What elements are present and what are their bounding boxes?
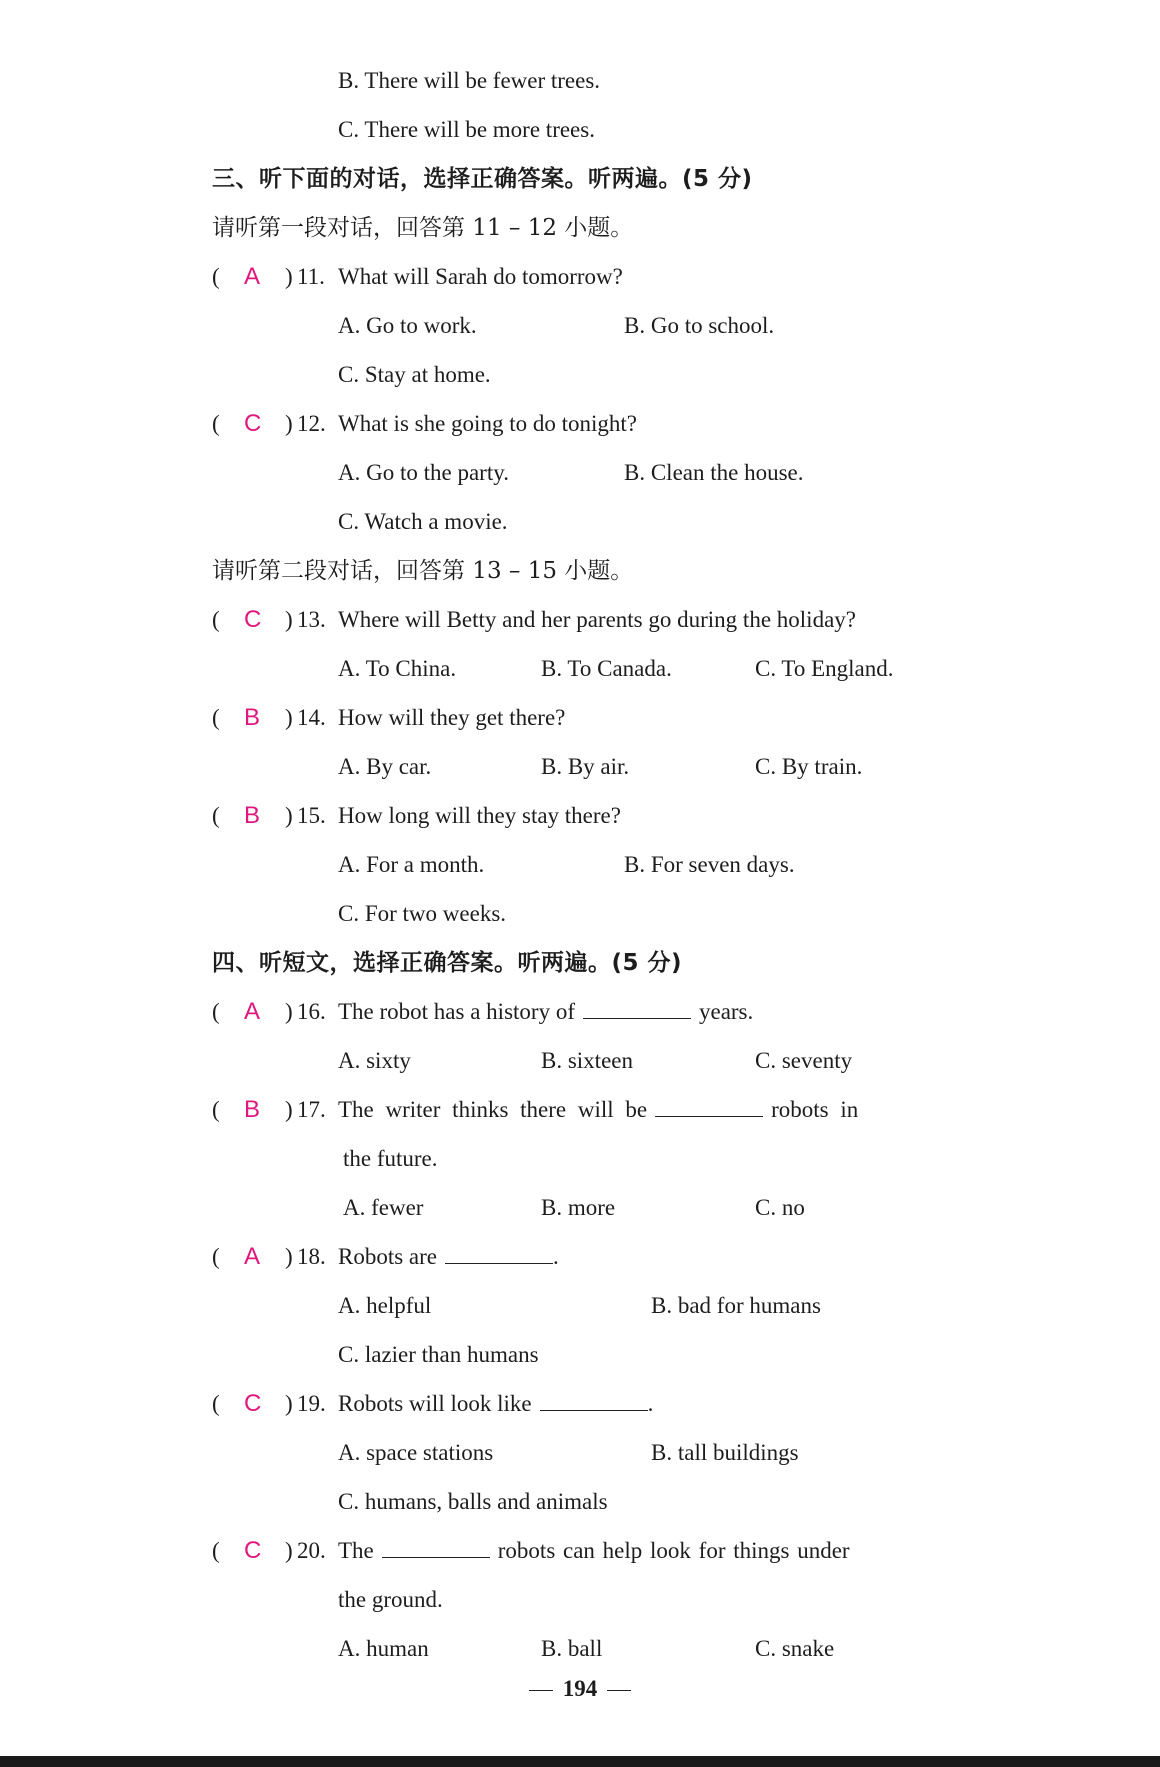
paren-close: ): [285, 1538, 293, 1563]
paren-open: (: [212, 803, 220, 828]
dash-right: [607, 1690, 631, 1691]
paren-close: ): [285, 1244, 293, 1269]
text-before-blank: The robot has a history of: [338, 999, 575, 1024]
option-b: B. more: [541, 1195, 616, 1220]
option-b: B. Go to school.: [624, 313, 775, 338]
option-c: C. seventy: [755, 1048, 853, 1073]
answer-mark: B: [244, 1096, 261, 1123]
option-b: B. ball: [541, 1636, 603, 1661]
question-text: What will Sarah do tomorrow?: [338, 264, 623, 289]
paren-close: ): [285, 1391, 293, 1416]
question-20: [0, 1536, 1160, 1566]
text-after-blank: .: [553, 1244, 559, 1269]
option-b: B. For seven days.: [624, 852, 795, 877]
paren-open: (: [212, 264, 220, 289]
paren-open: (: [212, 1097, 220, 1122]
question-18: [0, 1242, 1160, 1272]
paren-close: ): [285, 705, 293, 730]
option-a: A. For a month.: [338, 852, 485, 877]
paren-close: ): [285, 607, 293, 632]
question-continuation: the ground.: [338, 1587, 443, 1612]
question-text: How will they get there?: [338, 705, 566, 730]
section-3-heading: 三、听下面的对话，选择正确答案。听两遍。(5 分): [212, 166, 753, 192]
paren-open: (: [212, 1538, 220, 1563]
question-text: [338, 997, 753, 1027]
answer-blank: [655, 1096, 763, 1117]
question-number: 18.: [297, 1244, 326, 1269]
answer-blank: [445, 1243, 553, 1264]
question-13: [0, 605, 1160, 635]
option-b: B. By air.: [541, 754, 630, 779]
paren-open: (: [212, 1391, 220, 1416]
paren-close: ): [285, 411, 293, 436]
question-17: [0, 1095, 1160, 1125]
option-c: C. snake: [755, 1636, 835, 1661]
text-before-blank: The writer thinks there will be: [338, 1097, 648, 1122]
section-3-intro-1: 请听第一段对话，回答第 11 – 12 小题。: [212, 215, 634, 241]
option-c: C. For two weeks.: [338, 901, 507, 926]
text-before-blank: The: [338, 1538, 374, 1563]
question-number: 16.: [297, 999, 326, 1024]
question-text: [338, 1242, 559, 1272]
question-11: [0, 262, 1160, 292]
question-12: [0, 409, 1160, 439]
paren-close: ): [285, 999, 293, 1024]
option-a: A. To China.: [338, 656, 457, 681]
question-number: 11.: [297, 264, 325, 289]
option-a: A. human: [338, 1636, 429, 1661]
answer-mark: C: [244, 410, 262, 437]
text-after-blank: robots can help look for things under: [497, 1538, 850, 1563]
question-continuation: the future.: [343, 1146, 438, 1171]
paren-close: ): [285, 803, 293, 828]
section-3-intro-2: 请听第二段对话，回答第 13 – 15 小题。: [212, 558, 634, 584]
question-text: Where will Betty and her parents go during the holiday?: [338, 607, 856, 632]
option-c: C. lazier than humans: [338, 1342, 539, 1367]
answer-mark: B: [244, 802, 261, 829]
option-prev-c: C. There will be more trees.: [338, 117, 595, 142]
question-14: [0, 703, 1160, 733]
dash-left: [529, 1690, 553, 1691]
option-b: B. To Canada.: [541, 656, 672, 681]
bottom-edge-bar: [0, 1756, 1160, 1767]
option-a: A. Go to the party.: [338, 460, 509, 485]
answer-blank: [540, 1390, 648, 1411]
question-number: 20.: [297, 1538, 326, 1563]
page-number-value: 194: [562, 1676, 598, 1701]
question-number: 19.: [297, 1391, 326, 1416]
paren-open: (: [212, 705, 220, 730]
question-text: [338, 1536, 850, 1566]
option-b: B. Clean the house.: [624, 460, 804, 485]
question-19: [0, 1389, 1160, 1419]
option-a: A. space stations: [338, 1440, 494, 1465]
option-b: B. sixteen: [541, 1048, 633, 1073]
option-a: A. By car.: [338, 754, 432, 779]
answer-mark: C: [244, 1390, 262, 1417]
text-before-blank: Robots will look like: [338, 1391, 532, 1416]
paren-open: (: [212, 607, 220, 632]
question-number: 13.: [297, 607, 326, 632]
paren-close: ): [285, 264, 293, 289]
question-text: How long will they stay there?: [338, 803, 621, 828]
section-4-heading: 四、听短文，选择正确答案。听两遍。(5 分): [212, 950, 683, 976]
text-after-blank: .: [647, 1391, 654, 1416]
text-before-blank: Robots are: [338, 1244, 438, 1269]
paren-open: (: [212, 411, 220, 436]
paren-open: (: [212, 1244, 220, 1269]
paren-close: ): [285, 1097, 293, 1122]
question-number: 14.: [297, 705, 326, 730]
question-number: 17.: [297, 1097, 326, 1122]
option-a: A. Go to work.: [338, 313, 477, 338]
answer-mark: C: [244, 1537, 262, 1564]
answer-mark: A: [244, 1243, 261, 1270]
option-c: C. humans, balls and animals: [338, 1489, 608, 1514]
answer-mark: B: [244, 704, 261, 731]
question-16: [0, 997, 1160, 1027]
text-after-blank: robots in: [771, 1097, 859, 1122]
option-c: C. no: [755, 1195, 805, 1220]
option-c: C. Watch a movie.: [338, 509, 508, 534]
answer-mark: A: [244, 998, 261, 1025]
option-prev-b: B. There will be fewer trees.: [338, 68, 601, 93]
question-text: What is she going to do tonight?: [338, 411, 637, 436]
page-number: [0, 1674, 1160, 1704]
question-text: [338, 1389, 653, 1419]
option-a: A. fewer: [343, 1195, 424, 1220]
answer-blank: [382, 1537, 490, 1558]
question-number: 15.: [297, 803, 326, 828]
answer-mark: C: [244, 606, 262, 633]
option-a: A. helpful: [338, 1293, 432, 1318]
option-b: B. tall buildings: [651, 1440, 799, 1465]
option-c: C. Stay at home.: [338, 362, 491, 387]
option-b: B. bad for humans: [651, 1293, 821, 1318]
option-c: C. By train.: [755, 754, 863, 779]
question-number: 12.: [297, 411, 326, 436]
paren-open: (: [212, 999, 220, 1024]
option-a: A. sixty: [338, 1048, 411, 1073]
question-15: [0, 801, 1160, 831]
text-after-blank: years.: [698, 999, 754, 1024]
answer-blank: [583, 998, 691, 1019]
question-text: [338, 1095, 858, 1125]
option-c: C. To England.: [755, 656, 894, 681]
answer-mark: A: [244, 263, 261, 290]
